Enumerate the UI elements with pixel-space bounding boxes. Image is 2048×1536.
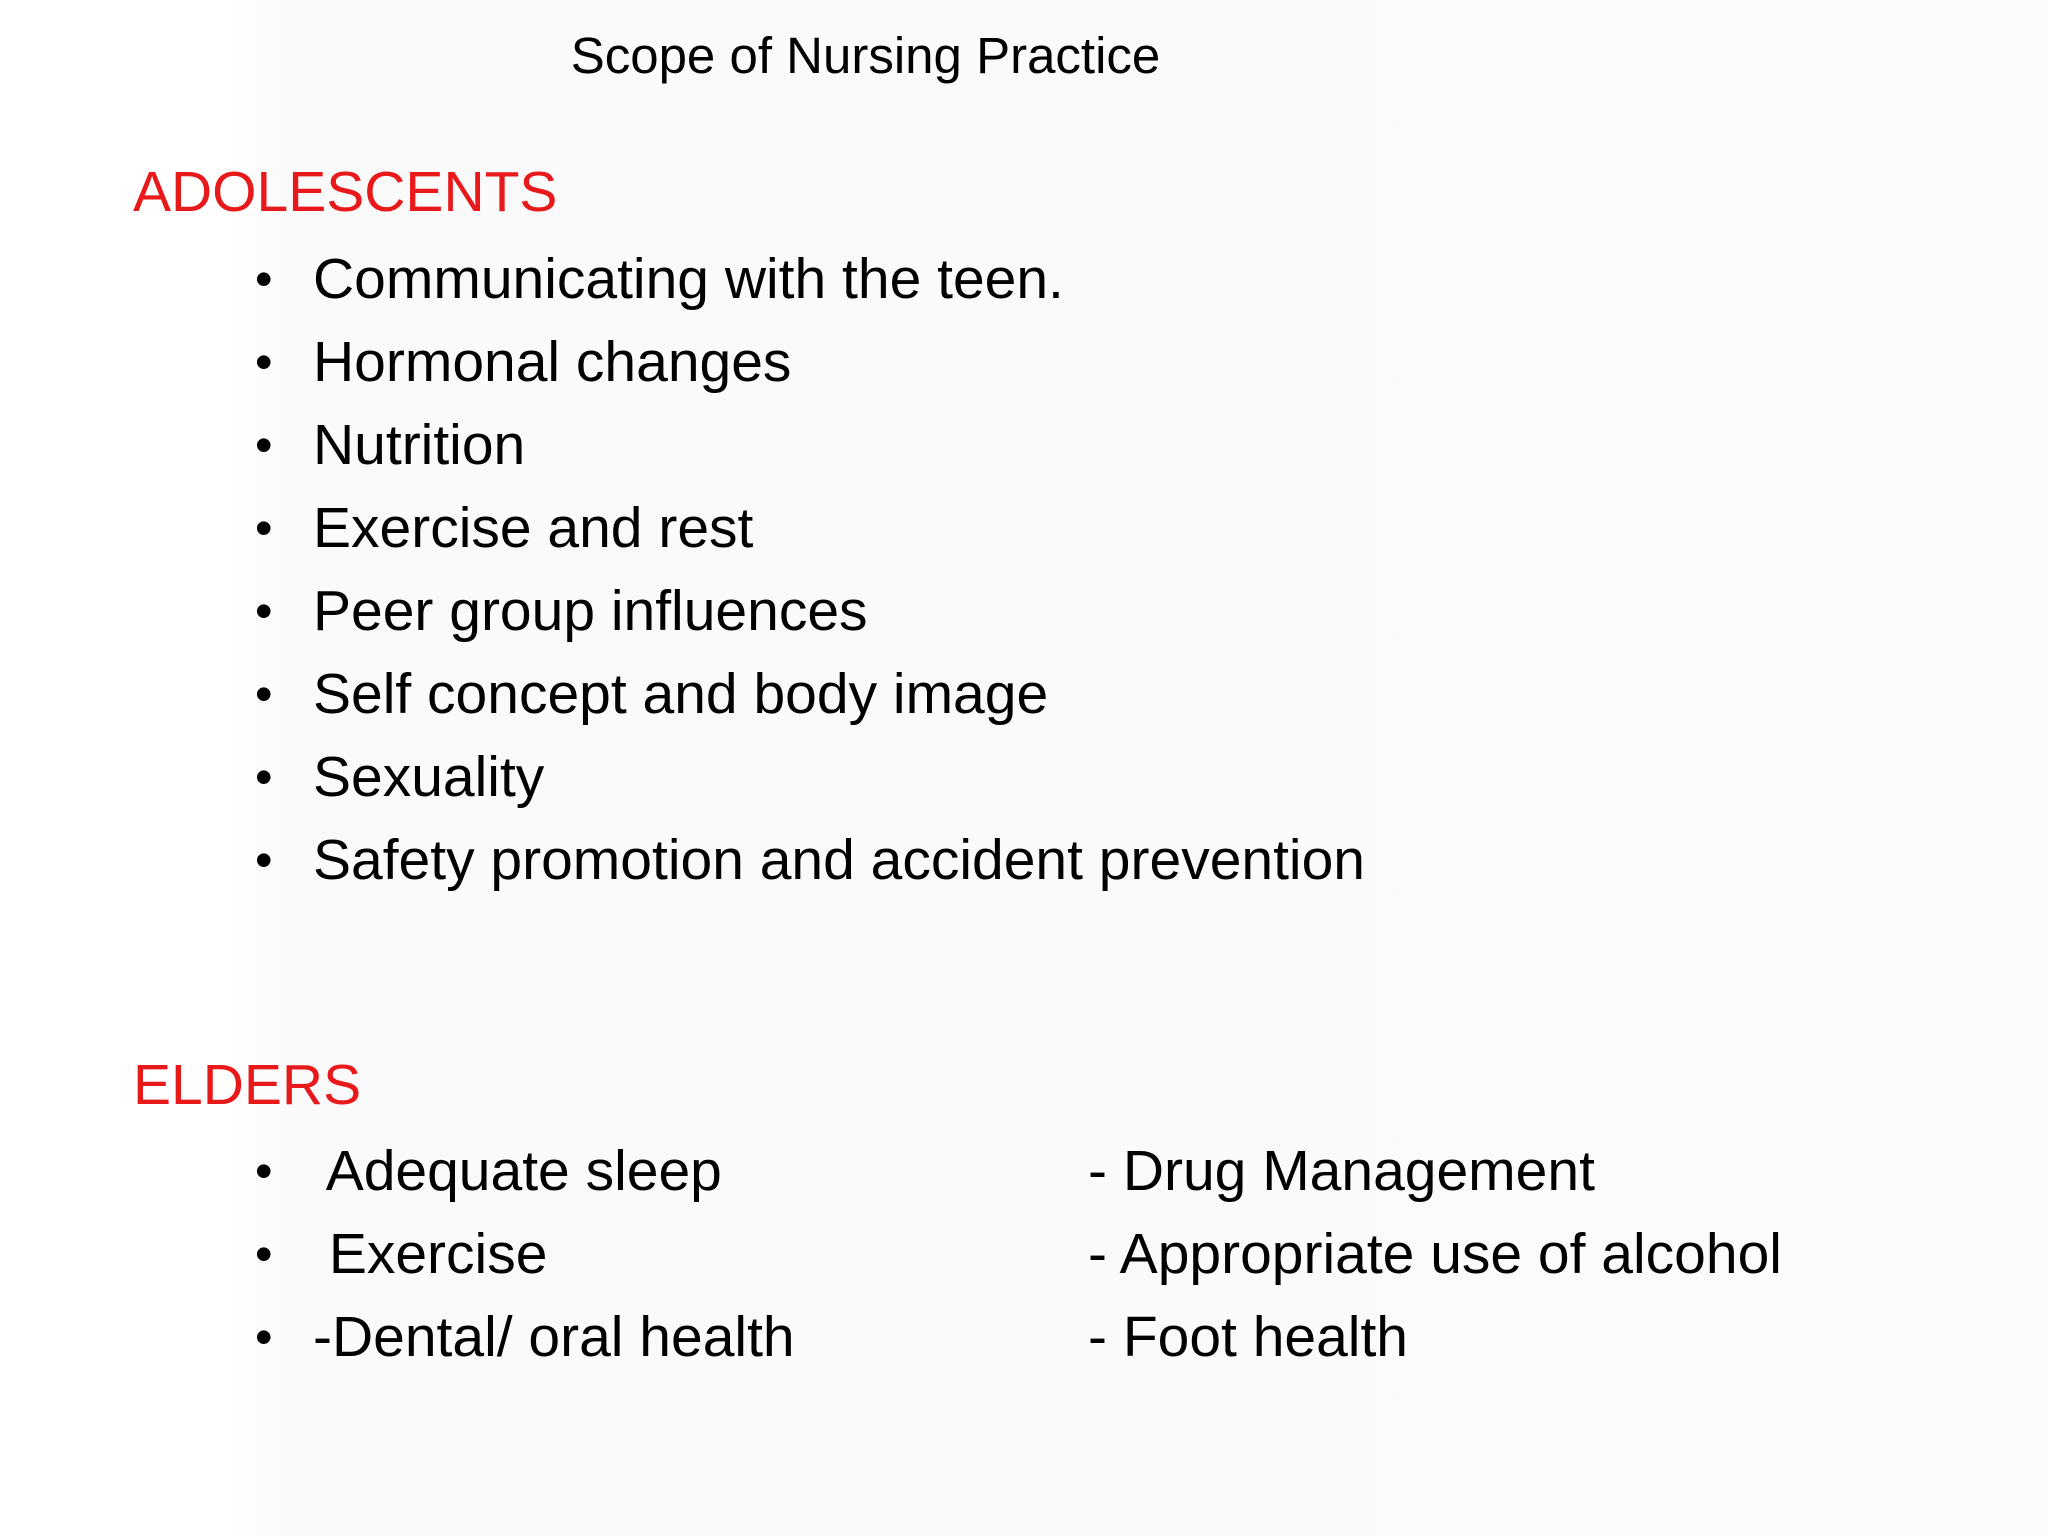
- bullet-icon: •: [255, 334, 273, 390]
- list-item-text: Exercise: [313, 1222, 548, 1286]
- bullet-icon: •: [255, 583, 273, 639]
- elders-list-right: [1088, 1136, 1782, 1385]
- list-item-text: Peer group influences: [313, 579, 868, 643]
- bullet-icon: •: [255, 1309, 273, 1365]
- list-item: - Drug Management: [1088, 1139, 1595, 1203]
- list-item-text: Safety promotion and accident prevention: [313, 828, 1365, 892]
- slide-title: Scope of Nursing Practice: [570, 27, 1161, 84]
- bullet-icon: •: [255, 251, 273, 307]
- list-item: - Appropriate use of alcohol: [1088, 1222, 1782, 1286]
- bullet-icon: •: [255, 500, 273, 556]
- bullet-icon: •: [255, 749, 273, 805]
- bullet-icon: •: [255, 832, 273, 888]
- list-item-text: Exercise and rest: [313, 496, 754, 560]
- list-item: - Foot health: [1088, 1305, 1409, 1369]
- list-item-text: Nutrition: [313, 413, 526, 477]
- bullet-icon: •: [255, 417, 273, 473]
- bullet-icon: •: [255, 1226, 273, 1282]
- list-item-text: Sexuality: [313, 745, 545, 809]
- bullet-icon: •: [255, 1143, 273, 1199]
- adolescents-heading: ADOLESCENTS: [133, 160, 558, 224]
- list-item-text: Communicating with the teen.: [313, 247, 1064, 311]
- list-item-text: Hormonal changes: [313, 330, 792, 394]
- bullet-icon: •: [255, 666, 273, 722]
- list-item-text: -Dental/ oral health: [313, 1305, 795, 1369]
- elders-heading: ELDERS: [133, 1053, 362, 1117]
- list-item-text: Adequate sleep: [313, 1139, 722, 1203]
- list-item-text: Self concept and body image: [313, 662, 1049, 726]
